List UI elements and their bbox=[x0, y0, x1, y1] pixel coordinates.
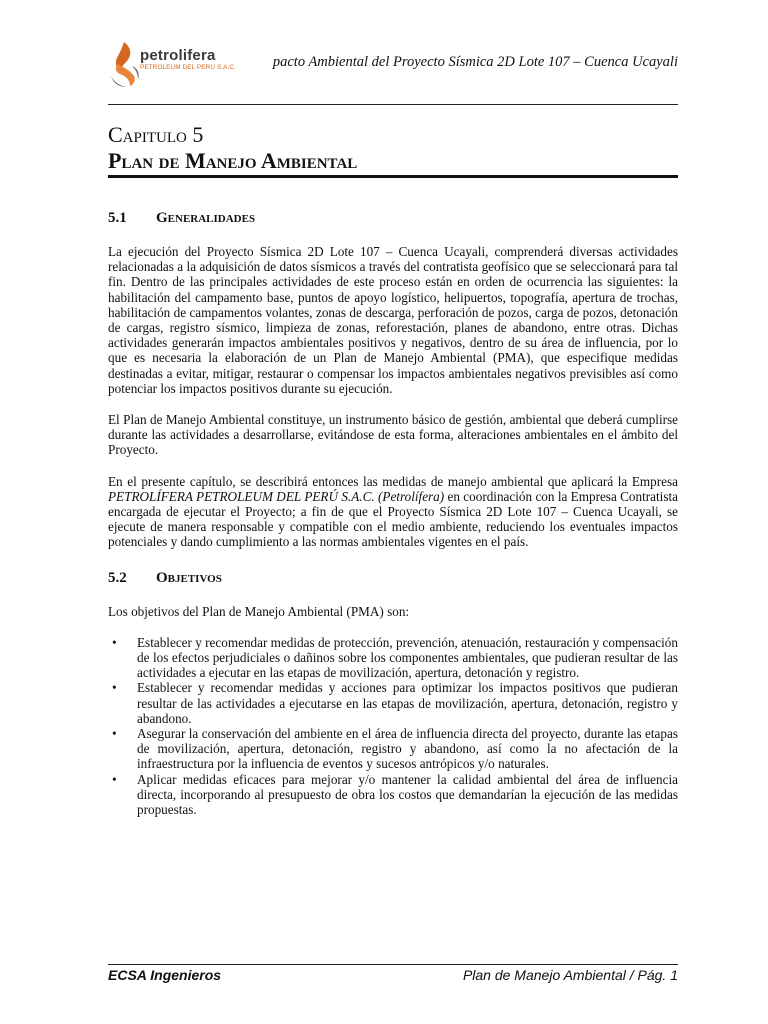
chapter-title: Plan de Manejo Ambiental bbox=[108, 148, 358, 173]
bullet-icon: • bbox=[112, 680, 117, 696]
bullet-icon: • bbox=[112, 726, 117, 742]
list-item bbox=[108, 726, 678, 772]
page-header bbox=[108, 38, 678, 100]
section-heading-generalidades bbox=[108, 204, 678, 232]
footer-page-info: Plan de Manejo Ambiental / Pág. 1 bbox=[462, 967, 678, 983]
page-footer bbox=[108, 966, 678, 986]
list-item-text: Aplicar medidas eficaces para mejorar y/o mantener la calidad ambiental del área de influencia directa, incorporando al presupuesto de obra los costos que demandarían la ejecución de las medidas propuestas. bbox=[137, 771, 678, 818]
paragraph-3-before: En el presente capítulo, se describirá entonces las medidas de manejo ambiental que aplicará la Empresa bbox=[108, 473, 678, 489]
objectives-list bbox=[108, 635, 678, 817]
bullet-icon: • bbox=[112, 771, 117, 787]
section-number: 5.2 bbox=[108, 569, 127, 586]
section-heading-objetivos bbox=[108, 564, 678, 592]
bullet-icon: • bbox=[112, 634, 117, 650]
section-number: 5.1 bbox=[108, 210, 127, 226]
section-title: Generalidades bbox=[156, 210, 256, 226]
objectives-intro: Los objetivos del Plan de Manejo Ambiental (PMA) son: bbox=[108, 603, 410, 619]
logo-subtitle: PETROLEUM DEL PERU S.A.C. bbox=[140, 64, 237, 71]
paragraph-3 bbox=[108, 474, 678, 550]
list-item bbox=[108, 772, 678, 818]
paragraph-3-after: en coordinación con la Empresa Contratista encargada de ejecutar el Proyecto; a fin de que el Proyecto Sísmica 2D Lote 107 – Cuenca Ucayali, se ejecute de manera responsable y compatible con el medio ambiente, reduciendo los eventuales impactos potenciales y dando cumplimiento a las normas ambientales vigentes en el país. bbox=[108, 488, 678, 550]
paragraph-1: La ejecución del Proyecto Sísmica 2D Lote 107 – Cuenca Ucayali, comprenderá diversas actividades relacionadas a la adquisición de datos sísmicos a través del contratista geofísico que se seleccionará para tal fin. Dentro de las principales actividades de este proceso están en orden de ocurrencia las siguientes: la habilitación del campamento base, puntos de apoyo logístico, helipuertos, topografía, apertura de trochas, habilitación de campamentos volantes, zonas de descarga, perforación de pozos, carga de pozos, detonación de cargas, registro sísmico, limpieza de zonas, reforestación, planes de abandono, entre otras. Dichas actividades generarán impactos ambientales positivos y negativos, dentro de su área de influencia, por lo que es necesaria la elaboración de un Plan de Manejo Ambiental (PMA), que especifique medidas destinadas a evitar, mitigar, restaurar o compensar los impactos ambientales negativos previsibles así como potenciar los impactos positivos durante su ejecución. bbox=[108, 244, 678, 396]
header-divider bbox=[108, 104, 678, 105]
main-content bbox=[108, 204, 678, 817]
company-name: PETROLÍFERA PETROLEUM DEL PERÚ S.A.C. (Petrolífera) bbox=[108, 488, 445, 504]
flame-logo-icon bbox=[108, 40, 142, 88]
list-item-text: Establecer y recomendar medidas y acciones para optimizar los impactos positivos que pudieran resultar de las actividades a ejecutarse en las etapas de movilización, apertura, detonación, registro y abandono. bbox=[137, 680, 678, 726]
list-item bbox=[108, 635, 678, 681]
paragraph-2: El Plan de Manejo Ambiental constituye, un instrumento básico de gestión, ambiental que deberá cumplirse durante las actividades a desarrollarse, evitándose de esta forma, alteraciones ambientales en el ámbito del Proyecto. bbox=[108, 412, 678, 458]
chapter-heading bbox=[108, 122, 678, 174]
footer-company: ECSA Ingenieros bbox=[108, 967, 222, 983]
logo-name: petrolifera bbox=[140, 47, 216, 64]
list-item bbox=[108, 680, 678, 726]
chapter-divider bbox=[108, 175, 678, 178]
section-title: Objetivos bbox=[156, 569, 222, 586]
list-item-text: Establecer y recomendar medidas de protección, prevención, atenuación, restauración y compensación de los efectos perjudiciales o dañinos sobre los componentes ambientales, que pudieran resultar de las actividades a ejecutar en las etapas de movilización, apertura, detonación y registro. bbox=[137, 634, 678, 681]
footer-divider bbox=[108, 964, 678, 965]
header-title: pacto Ambiental del Proyecto Sísmica 2D Lote 107 – Cuenca Ucayali bbox=[272, 54, 678, 70]
company-logo bbox=[108, 38, 236, 88]
chapter-label: Capitulo 5 bbox=[108, 122, 204, 147]
list-item-text: Asegurar la conservación del ambiente en el área de influencia directa del proyecto, durante las etapas de movilización, apertura, detonación, registro y abandono, así como la no afectación de la infraestructura por la influencia de eventos y sucesos antrópicos y/o naturales. bbox=[137, 726, 678, 772]
